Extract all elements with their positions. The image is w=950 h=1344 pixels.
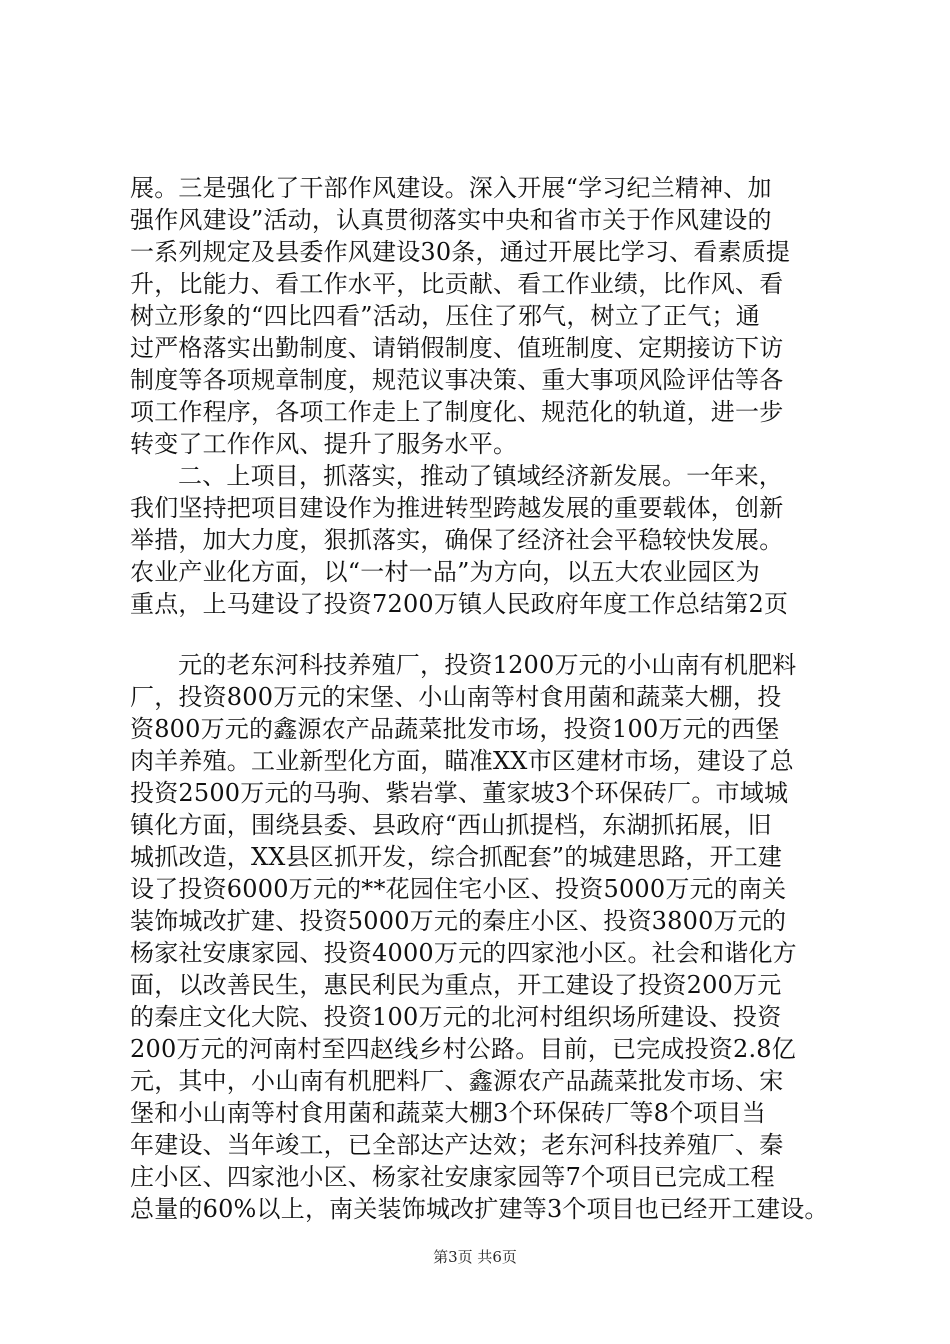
- text-line: 一系列规定及县委作风建设30条，通过开展比学习、看素质提: [130, 238, 791, 266]
- text-line: 制度等各项规章制度，规范议事决策、重大事项风险评估等各: [130, 366, 784, 394]
- text-line: 项工作程序，各项工作走上了制度化、规范化的轨道，进一步: [130, 398, 784, 426]
- text-line: 投资2500万元的马驹、紫岩掌、董家坡3个环保砖厂。市域城: [130, 779, 789, 807]
- text-line: 我们坚持把项目建设作为推进转型跨越发展的重要载体，创新: [130, 494, 784, 522]
- text-line: 树立形象的“四比四看”活动，压住了邪气，树立了正气；通: [130, 302, 760, 330]
- text-line: 元，其中，小山南有机肥料厂、鑫源农产品蔬菜批发市场、宋: [130, 1067, 784, 1095]
- text-line: 堡和小山南等村食用菌和蔬菜大棚3个环保砖厂等8个项目当: [130, 1099, 766, 1127]
- text-line: 城抓改造，XX县区抓开发，综合抓配套”的城建思路，开工建: [130, 843, 783, 871]
- text-line: 元的老东河科技养殖厂，投资1200万元的小山南有机肥料: [178, 651, 797, 679]
- text-line: 强作风建设”活动，认真贯彻落实中央和省市关于作风建设的: [130, 206, 772, 234]
- page-footer: 第3页 共6页: [433, 1248, 517, 1266]
- text-line: 200万元的河南村至四赵线乡村公路。目前，已完成投资2.8亿: [130, 1035, 796, 1063]
- text-line: 升，比能力、看工作水平，比贡献、看工作业绩，比作风、看: [130, 270, 784, 298]
- text-line: 举措，加大力度，狠抓落实，确保了经济社会平稳较快发展。: [130, 526, 784, 554]
- text-line: 农业产业化方面，以“一村一品”为方向，以五大农业园区为: [130, 558, 760, 586]
- text-line: 资800万元的鑫源农产品蔬菜批发市场，投资100万元的西堡: [130, 715, 780, 743]
- text-line: 装饰城改扩建、投资5000万元的秦庄小区、投资3800万元的: [130, 907, 787, 935]
- text-line: 面，以改善民生，惠民利民为重点，开工建设了投资200万元: [130, 971, 782, 999]
- text-line: 总量的60%以上，南关装饰城改扩建等3个项目也已经开工建设。: [130, 1195, 829, 1223]
- text-line: 设了投资6000万元的**花园住宅小区、投资5000万元的南关: [130, 875, 787, 903]
- text-line: 杨家社安康家园、投资4000万元的四家池小区。社会和谐化方: [130, 939, 797, 967]
- text-line: 的秦庄文化大院、投资100万元的北河村组织场所建设、投资: [130, 1003, 782, 1031]
- text-line: 镇化方面，围绕县委、县政府“西山抓提档，东湖抓拓展，旧: [130, 811, 772, 839]
- text-line: 转变了工作作风、提升了服务水平。: [130, 430, 518, 458]
- text-line: 过严格落实出勤制度、请销假制度、值班制度、定期接访下访: [130, 334, 784, 362]
- text-line: 二、上项目，抓落实，推动了镇域经济新发展。一年来，: [178, 462, 783, 490]
- text-line: 厂，投资800万元的宋堡、小山南等村食用菌和蔬菜大棚，投: [130, 683, 782, 711]
- text-line: 肉羊养殖。工业新型化方面，瞄准XX市区建材市场，建设了总: [130, 747, 794, 775]
- text-line: 重点，上马建设了投资7200万镇人民政府年度工作总结第2页: [130, 590, 789, 618]
- text-line: 展。三是强化了干部作风建设。深入开展“学习纪兰精神、加: [130, 174, 772, 202]
- text-line: 庄小区、四家池小区、杨家社安康家园等7个项目已完成工程: [130, 1163, 775, 1191]
- text-line: 年建设、当年竣工，已全部达产达效；老东河科技养殖厂、秦: [130, 1131, 784, 1159]
